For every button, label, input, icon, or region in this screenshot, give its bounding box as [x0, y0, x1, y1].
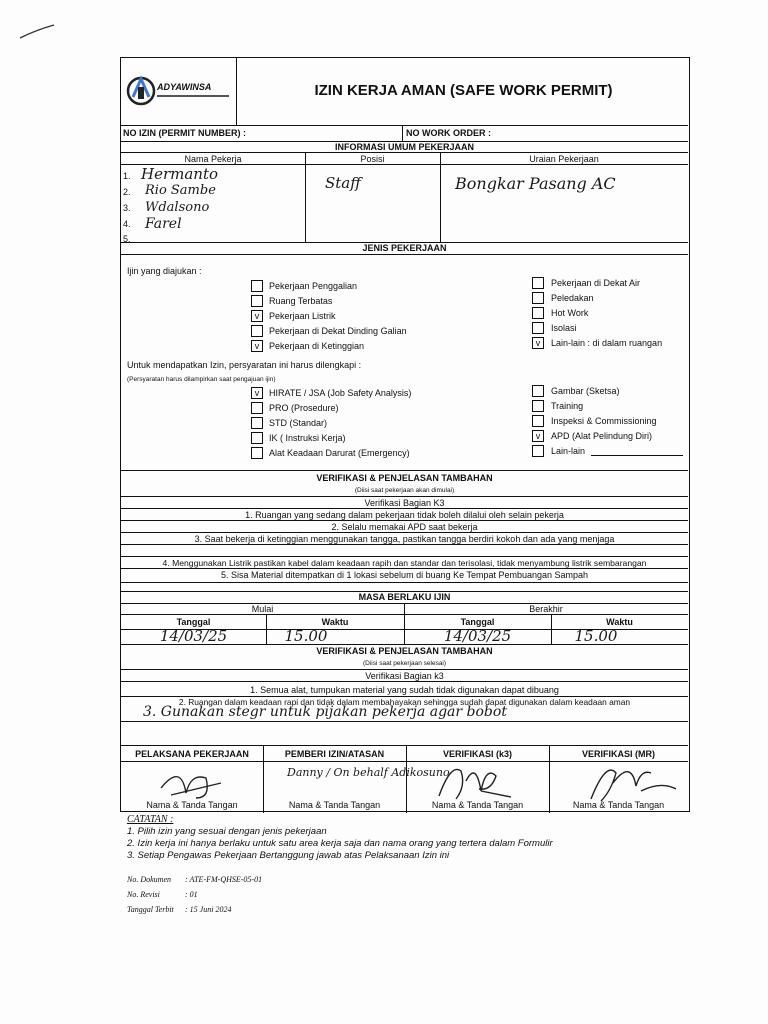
- start-date-value: 14/03/25: [159, 627, 228, 645]
- col-worker-name: Nama Pekerja: [184, 154, 242, 164]
- sig-caption: Nama & Tanda Tangan: [572, 800, 665, 810]
- start-time-value: 15.00: [284, 627, 328, 645]
- validity-header: MASA BERLAKU IJIN: [358, 592, 451, 602]
- start-time-label: Waktu: [321, 617, 349, 627]
- label-emergency: Alat Keadaan Darurat (Emergency): [269, 448, 410, 458]
- checkbox-near-water[interactable]: [532, 277, 544, 289]
- checkbox-isolation[interactable]: [532, 322, 544, 334]
- other-fill-line: [591, 455, 683, 456]
- validity-end: Berakhir: [529, 604, 563, 614]
- label-req-other: Lain-lain: [551, 446, 586, 456]
- checkbox-training[interactable]: [532, 400, 544, 412]
- requirements-note: (Persyaratan harus dilampirkan saat pengajuan ijin): [127, 376, 276, 383]
- logo-mark-icon: [125, 73, 159, 109]
- verification-end-note: (Diisi saat pekerjaan selesai): [362, 660, 447, 667]
- issuer-signature: Danny / On behalf Adikosuno: [287, 766, 450, 779]
- label-standard: STD (Standar): [269, 418, 328, 428]
- label-inspection: Inspeksi & Commissioning: [551, 416, 657, 426]
- checkbox-electrical[interactable]: v: [251, 310, 263, 322]
- checkbox-trench-wall[interactable]: [251, 325, 263, 337]
- executor-signature: [151, 763, 231, 803]
- row-number: 5.: [123, 234, 131, 244]
- validity-start: Mulai: [251, 604, 274, 614]
- sig-caption: Nama & Tanda Tangan: [288, 800, 381, 810]
- company-logo: [125, 71, 233, 111]
- revision-label: No. Revisi: [127, 890, 160, 899]
- label-height: Pekerjaan di Ketinggian: [269, 341, 365, 351]
- row-number: 4.: [123, 219, 131, 229]
- label-electrical: Pekerjaan Listrik: [269, 311, 336, 321]
- verification-end-sub: Verifikasi Bagian k3: [365, 671, 444, 681]
- note-item: 2. Izin kerja ini hanya berlaku untuk satu area kerja saja dan nama orang yang tertera dalam Formulir: [127, 838, 553, 849]
- requirements-label: Untuk mendapatkan Izin, persyaratan ini harus dilengkapi :: [127, 360, 362, 370]
- label-ppe: APD (Alat Pelindung Diri): [551, 431, 653, 441]
- verification-start-item: 2. Selalu memakai APD saat bekerja: [331, 522, 478, 532]
- work-order-label: NO WORK ORDER :: [406, 128, 491, 138]
- verification-end-header: VERIFIKASI & PENJELASAN TAMBAHAN: [316, 646, 493, 656]
- checkbox-blasting[interactable]: [532, 292, 544, 304]
- checkbox-req-other[interactable]: [532, 445, 544, 457]
- end-time-label: Waktu: [606, 617, 633, 627]
- work-type-header: JENIS PEKERJAAN: [362, 243, 447, 253]
- checkbox-standard[interactable]: [251, 417, 263, 429]
- worker-name: Hermanto: [141, 165, 219, 183]
- permit-number-label: NO IZIN (PERMIT NUMBER) :: [123, 128, 246, 138]
- end-date-label: Tanggal: [460, 617, 495, 627]
- form-title: IZIN KERJA AMAN (SAFE WORK PERMIT): [314, 82, 613, 99]
- label-hot-work: Hot Work: [551, 308, 589, 318]
- checkbox-work-instruction[interactable]: [251, 432, 263, 444]
- worker-name: Farel: [145, 216, 182, 232]
- label-other: Lain-lain : di dalam ruangan: [551, 338, 663, 348]
- label-training: Training: [551, 401, 584, 411]
- col-description: Uraian Pekerjaan: [529, 154, 599, 164]
- sig-caption: Nama & Tanda Tangan: [431, 800, 524, 810]
- verification-start-item: 4. Menggunakan Listrik pastikan kabel dalam keadaan rapih dan standar dan terisolasi, tidak menyambung listrik sembarangan: [162, 558, 647, 568]
- sig-caption: Nama & Tanda Tangan: [146, 800, 238, 810]
- general-info-header: INFORMASI UMUM PEKERJAAN: [334, 142, 474, 152]
- sig-mr-label: VERIFIKASI (MR): [582, 749, 655, 759]
- sig-executor-label: PELAKSANA PEKERJAAN: [135, 749, 249, 759]
- verification-end-handwritten: 3. Gunakan stegr untuk pijakan pekerja agar bobot: [143, 704, 507, 720]
- checkbox-hot-work[interactable]: [532, 307, 544, 319]
- requested-label: Ijin yang diajukan :: [127, 266, 202, 276]
- logo-text: ADYAWINSA: [157, 82, 212, 92]
- col-position: Posisi: [360, 154, 385, 164]
- checkbox-inspection[interactable]: [532, 415, 544, 427]
- end-time-value: 15.00: [574, 627, 618, 645]
- label-isolation: Isolasi: [551, 323, 577, 333]
- mr-signature: [581, 761, 681, 805]
- row-number: 1.: [123, 171, 131, 181]
- verification-start-sub: Verifikasi Bagian K3: [364, 498, 445, 508]
- verification-start-note: (Diisi saat pekerjaan akan dimulai): [354, 487, 455, 494]
- verification-start-header: VERIFIKASI & PENJELASAN TAMBAHAN: [316, 473, 493, 483]
- pen-mark: [18, 22, 58, 42]
- label-sketch: Gambar (Sketsa): [551, 386, 620, 396]
- checkbox-other[interactable]: v: [532, 337, 544, 349]
- row-number: 2.: [123, 187, 131, 197]
- verification-start-item: 3. Saat bekerja di ketinggian menggunakan tangga, pastikan tangga berdiri kokoh dan ada yang menjaga: [194, 534, 615, 544]
- label-near-water: Pekerjaan di Dekat Air: [551, 278, 641, 288]
- label-work-instruction: IK ( Instruksi Kerja): [269, 433, 346, 443]
- note-item: 1. Pilih izin yang sesuai dengan jenis pekerjaan: [127, 826, 327, 837]
- doc-no-value: : ATE-FM-QHSE-05-01: [185, 875, 263, 884]
- checkbox-confined-space[interactable]: [251, 295, 263, 307]
- label-jsa: HIRATE / JSA (Job Safety Analysis): [269, 388, 412, 398]
- verification-end-item: 2. Ruangan dalam keadaan rapi dan tidak dalam membahayakan sehingga sudah dapat digunakan dalam keadaan aman: [178, 697, 631, 707]
- verification-end-item: 1. Semua alat, tumpukan material yang sudah tidak digunakan dapat dibuang: [250, 685, 559, 695]
- checkbox-jsa[interactable]: v: [251, 387, 263, 399]
- worker-name: Wdalsono: [145, 200, 210, 215]
- label-blasting: Peledakan: [551, 293, 594, 303]
- issue-date-label: Tanggal Terbit: [127, 905, 174, 914]
- worker-position: Staff: [325, 174, 361, 192]
- safe-work-permit-form: [120, 57, 690, 812]
- checkbox-excavation[interactable]: [251, 280, 263, 292]
- checkbox-emergency[interactable]: [251, 447, 263, 459]
- checkbox-height[interactable]: v: [251, 340, 263, 352]
- sig-k3-label: VERIFIKASI (k3): [442, 749, 512, 759]
- checkbox-sketch[interactable]: [532, 385, 544, 397]
- note-item: 3. Setiap Pengawas Pekerjaan Bertanggung jawab atas Pelaksanaan Izin ini: [127, 850, 450, 861]
- revision-value: : 01: [185, 890, 198, 899]
- verification-start-item: 1. Ruangan yang sedang dalam pekerjaan tidak boleh dilalui oleh selain pekerja: [245, 510, 564, 520]
- verification-start-item: 5. Sisa Material ditempatkan di 1 lokasi sebelum di buang Ke Tempat Pembuangan Sampah: [220, 570, 589, 580]
- label-trench-wall: Pekerjaan di Dekat Dinding Galian: [269, 326, 407, 336]
- label-confined-space: Ruang Terbatas: [269, 296, 333, 306]
- checkbox-procedure[interactable]: [251, 402, 263, 414]
- worker-name: Rio Sambe: [145, 183, 216, 198]
- sig-issuer-label: PEMBERI IZIN/ATASAN: [284, 749, 385, 759]
- work-description: Bongkar Pasang AC: [455, 174, 616, 193]
- label-excavation: Pekerjaan Penggalian: [269, 281, 358, 291]
- end-date-value: 14/03/25: [443, 627, 512, 645]
- doc-no-label: No. Dokumen: [127, 875, 171, 884]
- start-date-label: Tanggal: [176, 617, 211, 627]
- checkbox-ppe[interactable]: v: [532, 430, 544, 442]
- k3-signature: [431, 761, 521, 805]
- issue-date-value: : 15 Juni 2024: [185, 905, 232, 914]
- row-number: 3.: [123, 203, 131, 213]
- label-procedure: PRO (Prosedure): [269, 403, 339, 413]
- notes-title: CATATAN :: [127, 814, 174, 825]
